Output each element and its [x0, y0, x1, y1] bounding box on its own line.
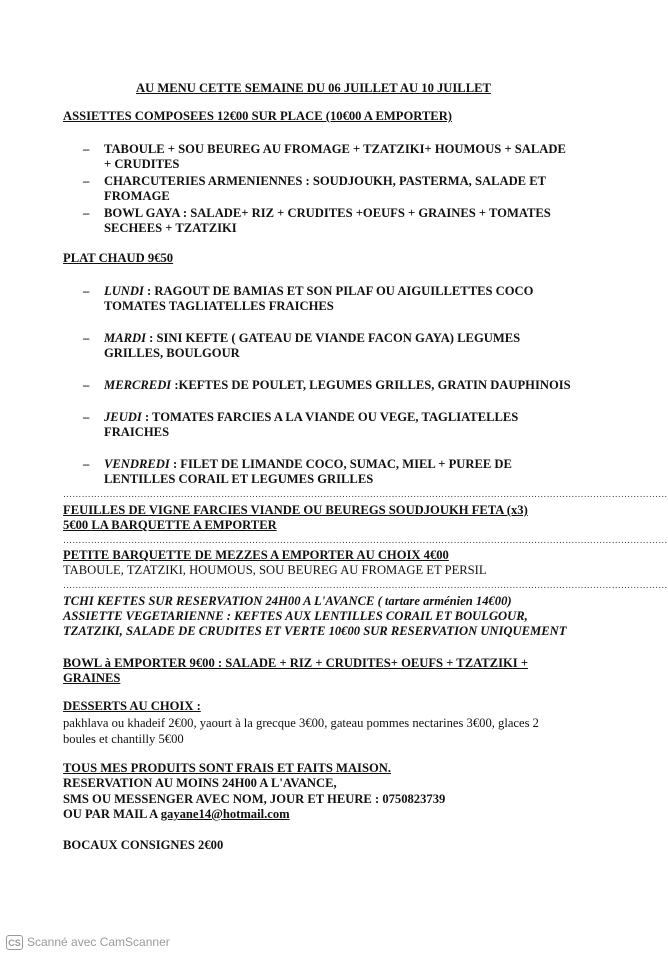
info-line-2: RESERVATION AU MOINS 24H00 A L'AVANCE, [63, 776, 337, 790]
email-link[interactable]: gayane14@hotmail.com [160, 807, 290, 821]
bullet-dash: – [83, 378, 90, 392]
dotted-separator: …………………………………………………………………………………………………………………………………………………………………………… [63, 580, 668, 590]
day-mercredi-line-1: MERCREDI :KEFTES DE POULET, LEGUMES GRILLES, GRATIN DAUPHINOIS [104, 378, 571, 392]
bullet-dash: – [83, 142, 90, 156]
day-jeudi-line-1: JEUDI : TOMATES FARCIES A LA VIANDE OU VEGE, TAGLIATELLES [104, 410, 519, 424]
assiette-item-1-line-2: + CRUDITES [104, 157, 180, 171]
day-lundi-line-1: LUNDI : RAGOUT DE BAMIAS ET SON PILAF OU AIGUILLETTES COCO [104, 284, 534, 298]
info-line-1: TOUS MES PRODUITS SONT FRAIS ET FAITS MAISON. [63, 761, 391, 775]
dotted-separator: …………………………………………………………………………………………………………………………………………………………………………… [63, 489, 668, 499]
bowl-line-2: GRAINES [63, 671, 121, 685]
page-title: AU MENU CETTE SEMAINE DU 06 JUILLET AU 10 JUILLET [136, 81, 491, 95]
camscanner-logo-icon: CS [6, 935, 23, 950]
mezzes-heading: PETITE BARQUETTE DE MEZZES A EMPORTER AU CHOIX 4€00 [63, 548, 449, 562]
bullet-dash: – [83, 331, 90, 345]
assiette-item-3-line-2: SECHEES + TZATZIKI [104, 221, 237, 235]
day-name-mardi: MARDI [104, 331, 146, 345]
day-lundi-line-2: TOMATES TAGLIATELLES FRAICHES [104, 299, 334, 313]
tchi-line-1: TCHI KEFTES SUR RESERVATION 24H00 A L'AVANCE ( tartare arménien 14€00) [63, 594, 512, 608]
info-line-4: OU PAR MAIL A gayane14@hotmail.com [63, 807, 290, 821]
assiette-item-3-line-1: BOWL GAYA : SALADE+ RIZ + CRUDITES +OEUFS + GRAINES + TOMATES [104, 206, 551, 220]
bowl-line-1: BOWL à EMPORTER 9€00 : SALADE + RIZ + CRUDITES+ OEUFS + TZATZIKI + [63, 656, 528, 670]
camscanner-watermark [6, 935, 170, 950]
mezzes-text: TABOULE, TZATZIKI, HOUMOUS, SOU BEUREG AU FROMAGE ET PERSIL [63, 563, 487, 577]
desserts-line-2: boules et chantilly 5€00 [63, 732, 184, 746]
feuilles-line-2: 5€00 LA BARQUETTE A EMPORTER [63, 518, 277, 532]
assiette-item-1-line-1: TABOULE + SOU BEUREG AU FROMAGE + TZATZIKI+ HOUMOUS + SALADE [104, 142, 566, 156]
info-line-3: SMS OU MESSENGER AVEC NOM, JOUR ET HEURE : 0750823739 [63, 792, 446, 806]
day-name-jeudi: JEUDI [104, 410, 142, 424]
day-vendredi-line-1: VENDREDI : FILET DE LIMANDE COCO, SUMAC, MIEL + PUREE DE [104, 457, 512, 471]
day-name-mercredi: MERCREDI [104, 378, 172, 392]
day-mardi-line-2: GRILLES, BOULGOUR [104, 346, 240, 360]
assiette-item-2-line-2: FROMAGE [104, 189, 170, 203]
day-vendredi-line-2: LENTILLES CORAIL ET LEGUMES GRILLES [104, 472, 374, 486]
assiette-item-2-line-1: CHARCUTERIES ARMENIENNES : SOUDJOUKH, PASTERMA, SALADE ET [104, 174, 547, 188]
day-name-vendredi: VENDREDI [104, 457, 170, 471]
bullet-dash: – [83, 410, 90, 424]
tchi-line-2: ASSIETTE VEGETARIENNE : KEFTES AUX LENTILLES CORAIL ET BOULGOUR, [63, 609, 528, 623]
bullet-dash: – [83, 457, 90, 471]
dotted-separator: …………………………………………………………………………………………………………………………………………………………………………… [63, 535, 668, 545]
desserts-line-1: pakhlava ou khadeif 2€00, yaourt à la grecque 3€00, gateau pommes nectarines 3€00, glaces 2 [63, 716, 539, 730]
camscanner-text: Scanné avec CamScanner [27, 935, 170, 949]
feuilles-line-1: FEUILLES DE VIGNE FARCIES VIANDE OU BEUREGS SOUDJOUKH FETA (x3) [63, 503, 528, 517]
day-jeudi-line-2: FRAICHES [104, 425, 170, 439]
bullet-dash: – [83, 174, 90, 188]
plat-chaud-heading: PLAT CHAUD 9€50 [63, 251, 174, 265]
tchi-line-3: TZATZIKI, SALADE DE CRUDITES ET VERTE 10€00 SUR RESERVATION UNIQUEMENT [63, 624, 567, 638]
bullet-dash: – [83, 206, 90, 220]
day-name-lundi: LUNDI [104, 284, 144, 298]
desserts-heading: DESSERTS AU CHOIX : [63, 699, 201, 713]
bocaux-line: BOCAUX CONSIGNES 2€00 [63, 838, 224, 852]
bullet-dash: – [83, 284, 90, 298]
assiettes-heading: ASSIETTES COMPOSEES 12€00 SUR PLACE (10€00 A EMPORTER) [63, 109, 452, 123]
day-mardi-line-1: MARDI : SINI KEFTE ( GATEAU DE VIANDE FACON GAYA) LEGUMES [104, 331, 521, 345]
